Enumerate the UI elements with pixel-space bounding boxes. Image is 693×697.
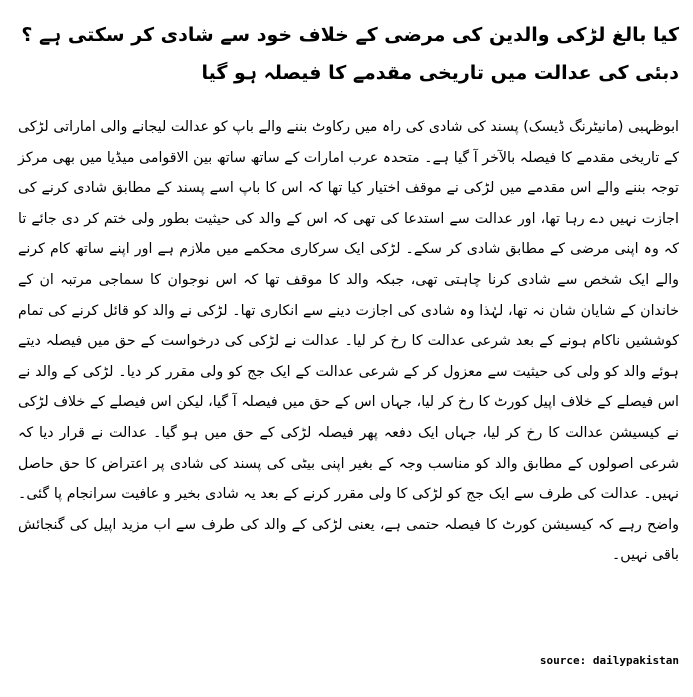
source-credit: source: dailypakistan bbox=[539, 654, 679, 667]
article-headline: کیا بالغ لڑکی والدین کی مرضی کے خلاف خود سے شادی کر سکتی ہے ؟ دبئی کی عدالت میں تاریخی مقدمے کا فیصلہ ہو گیا bbox=[21, 24, 679, 84]
article-body: ابوظہبی (مانیٹرنگ ڈیسک) پسند کی شادی کی راہ میں رکاوٹ بننے والے باپ کو عدالت لیجانے والی اماراتی لڑکی کے تاریخی مقدمے کا فیصلہ بالآخر آ گیا ہے۔ متحدہ عرب امارات کے ساتھ ساتھ بین الاقوامی میڈیا میں بھی مرکز توجہ بننے والے اس مقدمے میں لڑکی نے موقف اختیار کیا تھا کہ اس کا باپ اسے پسند کے مطابق شادی کرنے کی اجازت نہیں دے رہا تھا، اور عدالت سے استدعا کی تھی کہ اس کے والد کی حیثیت بطور ولی ختم کر دی جائے تا کہ وہ اپنی مرضی کے مطابق شادی کر سکے۔ لڑکی ایک سرکاری محکمے میں ملازم ہے اور اپنے ساتھ کام کرنے والے ایک شخص سے شادی کرنا چاہتی تھی، جبکہ والد کا موقف تھا کہ اس نوجوان کا سماجی مرتبہ ان کے خاندان کے شایان شان نہ تھا، لہٰذا وہ شادی کی اجازت دینے سے انکاری تھا۔ لڑکی نے والد کو قائل کرنے کی تمام کوششیں ناکام ہونے کے بعد شرعی عدالت کا رخ کر لیا۔ عدالت نے لڑکی کی درخواست کے حق میں فیصلہ دیتے ہوئے والد کو ولی کی حیثیت سے معزول کر کے شرعی عدالت کے ایک جج کو ولی مقرر کر دیا۔ لڑکی کے والد نے اس فیصلے کے خلاف اپیل کورٹ کا رخ کر لیا، جہاں اس کے حق میں فیصلہ آ گیا، لیکن اس فیصلے کے خلاف لڑکی نے کیسیشن عدالت کا رخ کر لیا، جہاں ایک دفعہ پھر فیصلہ لڑکی کے حق میں ہو گیا۔ عدالت نے قرار دیا کہ شرعی اصولوں کے مطابق والد کو مناسب وجہ کے بغیر اپنی بیٹی کی پسند کی شادی پر اعتراض کا حق حاصل نہیں۔ عدالت کی طرف سے ایک جج کو لڑکی کا ولی مقرر کرنے کے بعد یہ شادی بخیر و عافیت سرانجام پا گئی۔ واضح رہے کہ کیسیشن کورٹ کا فیصلہ حتمی ہے، یعنی لڑکی کے والد کی طرف سے اب مزید اپیل کی گنجائش باقی نہیں۔ bbox=[18, 119, 679, 564]
